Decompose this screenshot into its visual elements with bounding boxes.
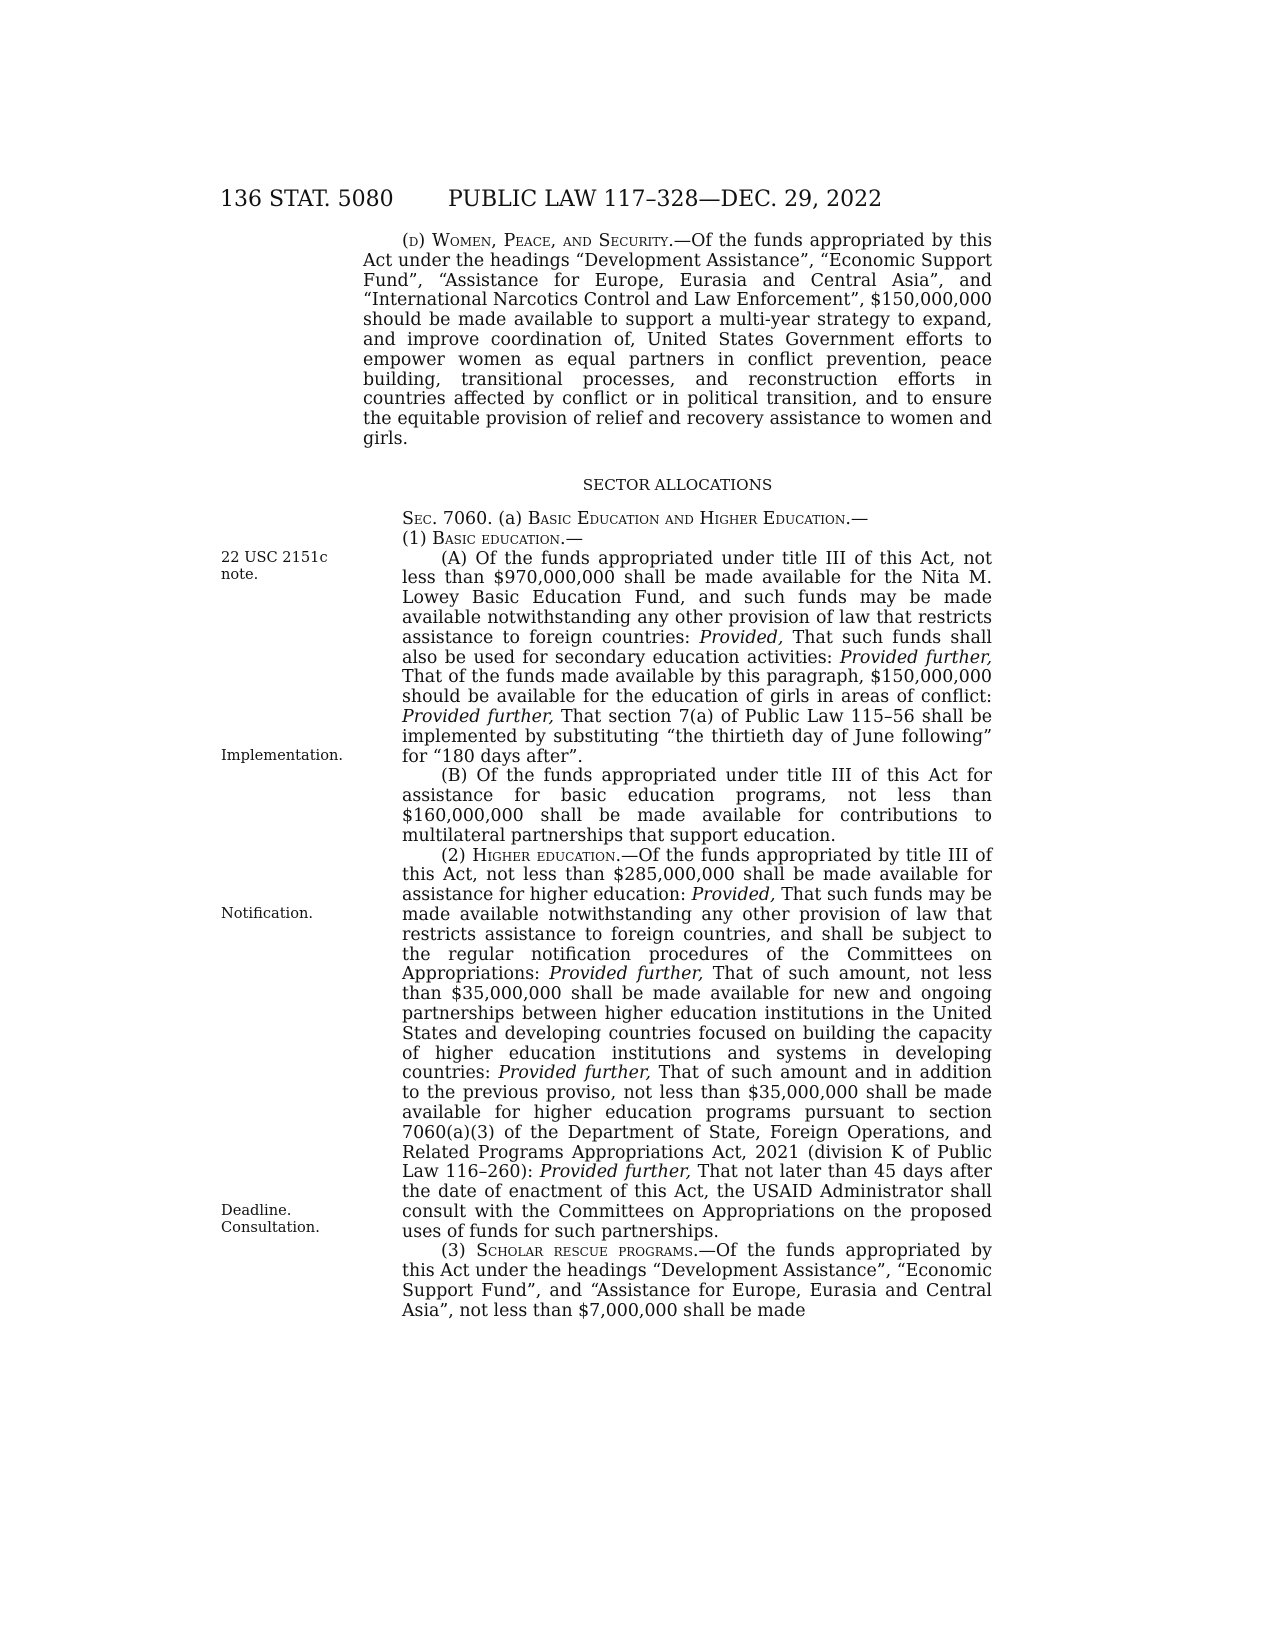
margin-note-usc-line-1: 22 USC 2151c — [221, 549, 328, 566]
subparagraph-b: (B) Of the funds appropriated under title III of this Act for assistance for basic education programs, not less than $160,000,000 shall be made available for contributions to multilateral partnerships that support education. — [402, 766, 992, 846]
paragraph-3-text: —Of the funds appropriated by this Act under the headings “Development Assistance”, “Economic Support Fund”, and “Assistance for Europe, Eurasia and Central Asia”, not less than $7,000,000 shall be made — [402, 1241, 992, 1321]
margin-note-deadline: Deadline. — [221, 1202, 292, 1219]
paragraph-2-proviso-1: Provided, — [691, 885, 776, 906]
margin-note-implementation: Implementation. — [221, 747, 344, 764]
statute-page-number: 136 STAT. 5080 — [220, 187, 394, 212]
subparagraph-a-proviso-2: Provided further, — [839, 647, 992, 668]
section-d-text: —Of the funds appropriated by this Act under the headings “Development Assistance”, “Economic Support Fund”, “Assistance for Europe, Eurasia and Central Asia”, and “International Narcotics Control and Law Enforcement”, $150,000,000 should be made available to support a multi-year strategy to expand, and improve coordination of, United States Government efforts to empower women as equal partners in conflict prevention, peace building, transitional processes, and reconstruction efforts in countries affected by conflict or in political transition, and to ensure the equitable provision of relief and recovery assistance to women and girls. — [363, 231, 992, 449]
section-d-paragraph — [363, 232, 992, 450]
margin-note-usc-line-2: note. — [221, 566, 259, 584]
subparagraph-a-text-1: (A) Of the funds appropriated under title III of this Act, not less than $970,000,000 shall be made available for the Nita M. Lowey Basic Education Fund, and such funds may be made available notwithstanding any other provision of law that restricts assistance to foreign countries: — [402, 548, 992, 648]
paragraph-2-text-4: That of such amount and in addition to the previous proviso, not less than $35,000,000 shall be made available for higher education programs pursuant to section 7060(a)(3) of the Department of State, Foreign Operations, and Related Programs Appropriations Act, 2021 (division K of Public Law 116–260): — [402, 1063, 993, 1183]
paragraph-1-dash: — — [565, 528, 583, 549]
section-7060-block — [363, 510, 992, 1322]
paragraph-2-proviso-2: Provided further, — [549, 964, 704, 985]
paragraph-1-number: (1) — [402, 528, 433, 549]
section-label: Sec. — [402, 509, 438, 529]
sector-allocations-heading: SECTOR ALLOCATIONS — [582, 476, 773, 494]
paragraph-1-heading-line — [363, 530, 992, 550]
paragraph-2-text-2: That such funds may be made available notwithstanding any other provision of law that restricts assistance to foreign countries, and shall be subject to the regular notification procedures of the Committees on Appropriations: — [402, 885, 992, 985]
paragraph-2-number: (2) — [441, 845, 473, 866]
margin-note-consultation: Consultation. — [221, 1219, 320, 1237]
subparagraph-a — [363, 550, 992, 768]
subparagraph-a-text-3: That of the funds made available by this paragraph, $150,000,000 should be available for the education of girls in areas of conflict: — [402, 667, 992, 708]
paragraph-2-proviso-4: Provided further, — [539, 1162, 692, 1183]
subsection-a-heading: Basic Education and Higher Education. — [527, 509, 851, 529]
paragraph-2 — [363, 847, 992, 1243]
paragraph-2-text-5: That not later than 45 days after the date of enactment of this Act, the USAID Administrator shall consult with the Committees on Appropriations on the proposed uses of funds for such partnerships. — [402, 1162, 992, 1242]
paragraph-2-text-3: That of such amount, not less than $35,000,000 shall be made available for new and ongoing partnerships between higher education institutions in the United States and developing countries focused on building the capacity of higher education institutions and systems in developing countries: — [402, 964, 992, 1084]
margin-note-deadline-consultation — [221, 1202, 320, 1237]
paragraph-3 — [363, 1242, 992, 1321]
margin-note-usc — [221, 549, 328, 584]
paragraph-1-heading: Basic education. — [432, 528, 566, 549]
section-7060-heading-line — [363, 510, 992, 530]
paragraph-2-text-1: —Of the funds appropriated by title III of this Act, not less than $285,000,000 shall be made available for assistance for higher education: — [402, 845, 992, 906]
subparagraph-a-proviso-1: Provided, — [699, 627, 784, 648]
subsection-a-dash: — — [850, 509, 869, 529]
subparagraph-a-proviso-3: Provided further, — [402, 706, 554, 727]
subparagraph-a-text-2: That such funds shall also be used for secondary education activities: — [402, 627, 992, 668]
section-d-block — [363, 232, 992, 450]
paragraph-3-number: (3) — [441, 1241, 477, 1262]
paragraph-2-proviso-3: Provided further, — [498, 1063, 651, 1084]
paragraph-2-heading: Higher education. — [472, 845, 621, 866]
public-law-header: PUBLIC LAW 117–328—DEC. 29, 2022 — [448, 187, 883, 212]
paragraph-3-heading: Scholar rescue programs. — [476, 1241, 699, 1262]
subparagraph-a-text-4: That section 7(a) of Public Law 115–56 shall be implemented by substituting “the thirtieth day of June following” for “180 days after”. — [402, 706, 992, 767]
margin-note-notification: Notification. — [221, 905, 314, 922]
section-number: 7060. (a) — [437, 509, 528, 529]
section-d-label: (d) Women, Peace, and Security. — [402, 231, 674, 251]
